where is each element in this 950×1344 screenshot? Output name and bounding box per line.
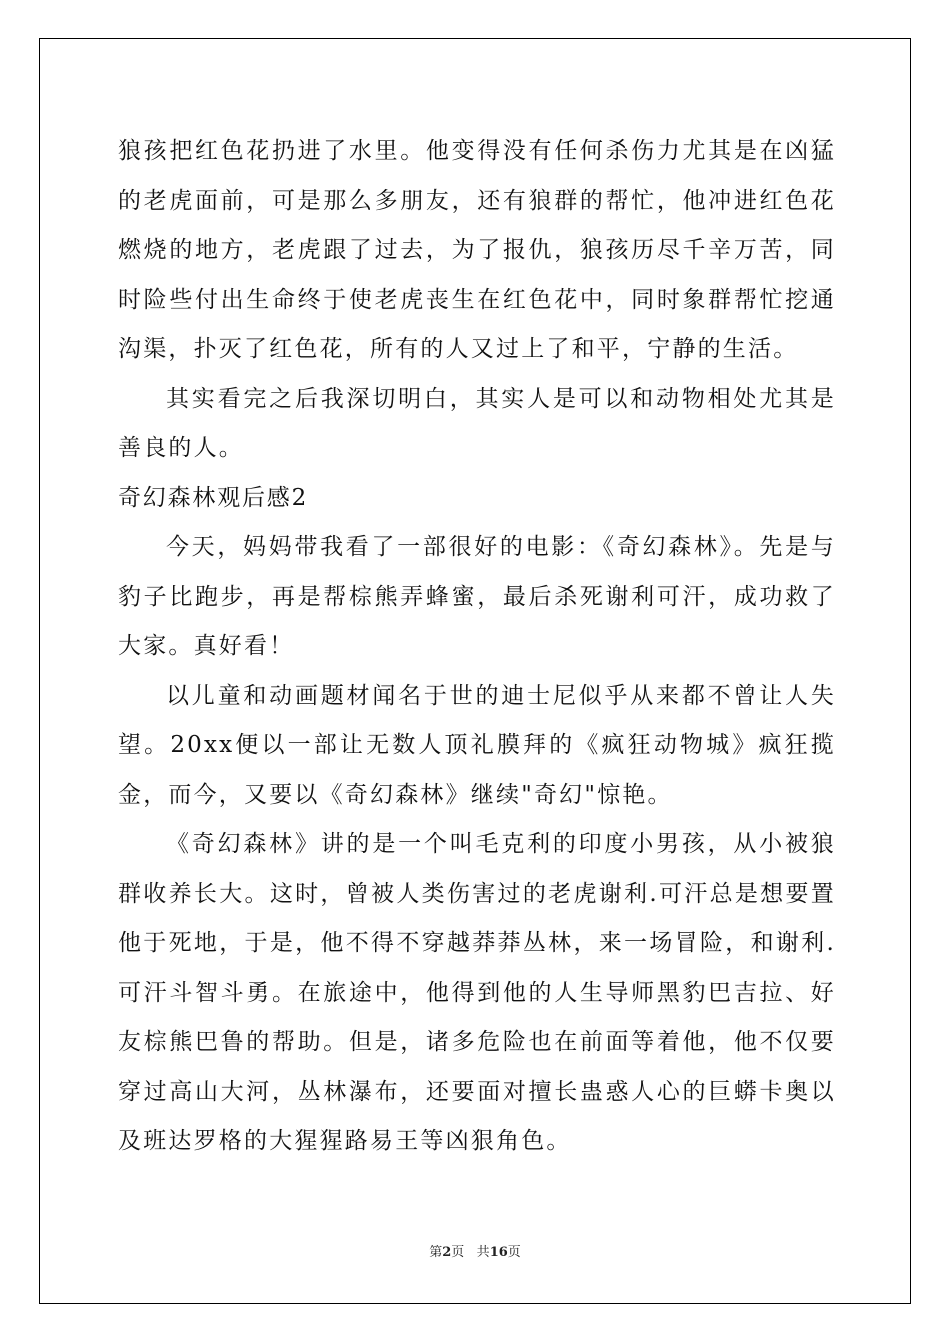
footer-total-prefix: 共 [476, 1245, 490, 1260]
paragraph-2: 其实看完之后我深切明白，其实人是可以和动物相处尤其是善良的人。 [118, 385, 836, 461]
footer-page-unit: 页 [451, 1245, 465, 1260]
paragraph-5: 《奇幻森林》讲的是一个叫毛克利的印度小男孩，从小被狼群收养长大。这时，曾被人类伤害过的老虎谢利.可汗总是想要置他于死地，于是，他不得不穿越莽莽丛林，来一场冒险，和谢利.可汗斗智斗勇。在旅途中，他得到他的人生导师黑豹巴吉拉、好友棕熊巴鲁的帮助。但是，诸多危险也在前面等着他，他不仅要穿过高山大河，丛林瀑布，还要面对擅长蛊惑人心的巨蟒卡奥以及班达罗格的大猩猩路易王等凶狠角色。 [118, 831, 836, 1154]
footer-total-unit: 页 [507, 1245, 521, 1260]
current-page-number: 2 [442, 1245, 452, 1260]
paragraph-1: 狼孩把红色花扔进了水里。他变得没有任何杀伤力尤其是在凶猛的老虎面前，可是那么多朋友，还有狼群的帮忙，他冲进红色花燃烧的地方，老虎跟了过去，为了报仇，狼孩历尽千辛万苦，同时险些付出生命终于使老虎丧生在红色花中，同时象群帮忙挖通沟渠，扑灭了红色花，所有的人又过上了和平，宁静的生活。 [118, 138, 836, 362]
paragraph-4: 以儿童和动画题材闻名于世的迪士尼似乎从来都不曾让人失望。20xx便以一部让无数人顶礼膜拜的《疯狂动物城》疯狂揽金，而今，又要以《奇幻森林》继续"奇幻"惊艳。 [118, 682, 836, 808]
document-body [118, 127, 836, 1167]
paragraph-3: 今天，妈妈带我看了一部很好的电影：《奇幻森林》。先是与豹子比跑步，再是帮棕熊弄蜂蜜，最后杀死谢利可汗，成功救了大家。真好看！ [118, 534, 836, 659]
footer-prefix: 第 [429, 1245, 443, 1260]
page-footer [0, 1241, 950, 1260]
section-heading: 奇幻森林观后感2 [118, 484, 309, 511]
total-pages-number: 16 [489, 1245, 508, 1260]
